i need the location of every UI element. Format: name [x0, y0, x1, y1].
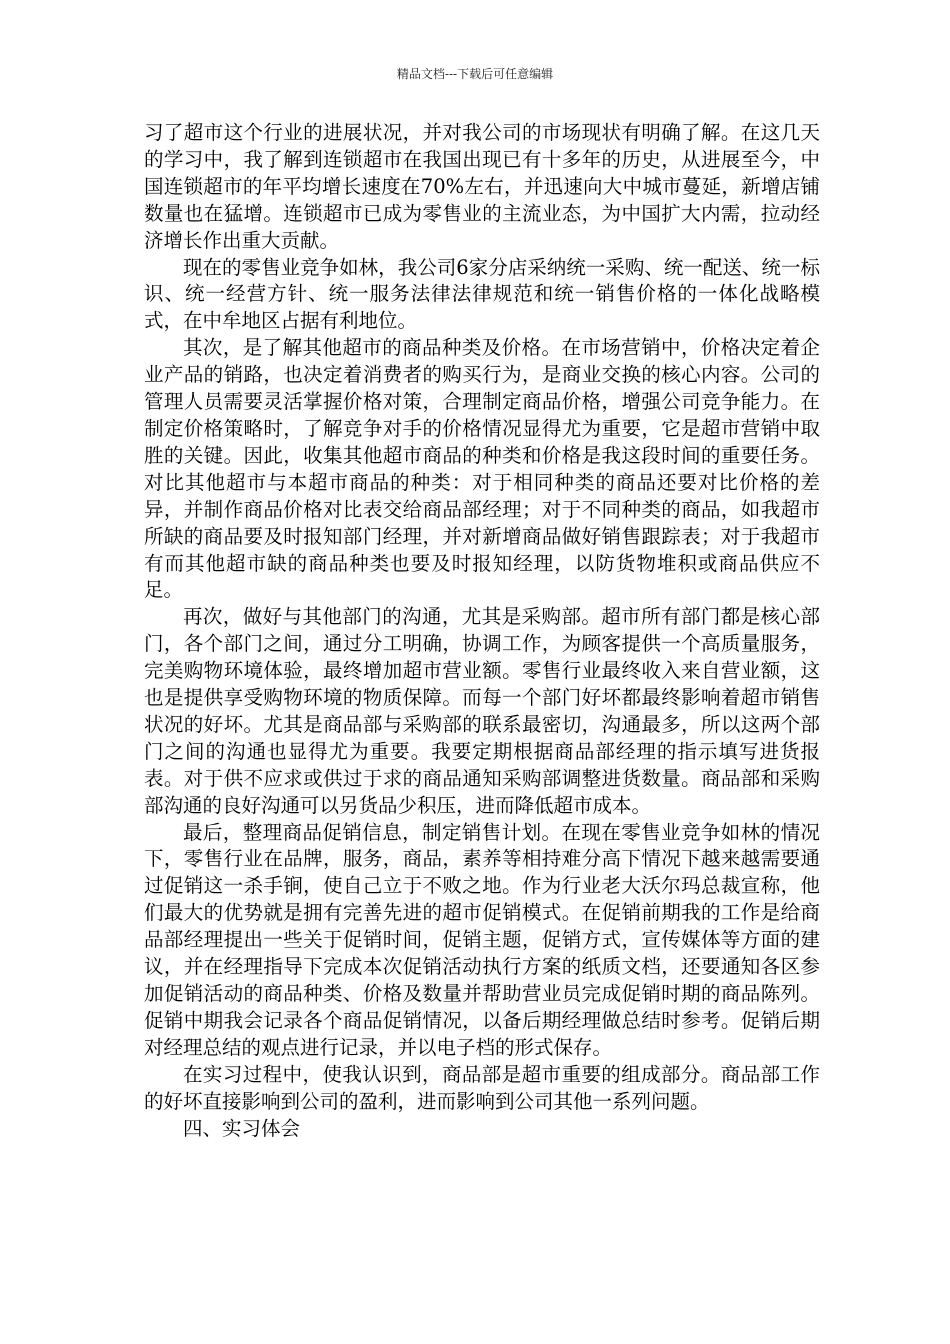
- paragraph: 最后，整理商品促销信息，制定销售计划。在现在零售业竞争如林的情况下，零售行业在品牌，服务，商品，素养等相持难分高下情况下越来越需要通过促销这一杀手锏，使自己立于不败之地。作为行业老大沃尔玛总裁宣称，他们最大的优势就是拥有完善先进的超市促销模式。在促销前期我的工作是给商品部经理提出一些关于促销时间，促销主题，促销方式，宣传媒体等方面的建议，并在经理指导下完成本次促销活动执行方案的纸质文档，还要通知各区参加促销活动的商品种类、价格及数量并帮助营业员完成促销时期的商品陈列。促销中期我会记录各个商品促销情况，以备后期经理做总结时参考。促销后期对经理总结的观点进行记录，并以电子档的形式保存。: [144, 820, 820, 1059]
- paragraph: 在实习过程中，使我认识到，商品部是超市重要的组成部分。商品部工作的好坏直接影响到公司的盈利，进而影响到公司其他一系列问题。: [144, 1062, 820, 1113]
- section-heading: 四、实习体会: [183, 1116, 301, 1140]
- document-body: [144, 120, 820, 1142]
- paragraph: 其次，是了解其他超市的商品种类及价格。在市场营销中，价格决定着企业产品的销路，也决定着消费者的购买行为，是商业交换的核心内容。公司的管理人员需要灵活掌握价格对策，合理制定商品价格，增强公司竞争能力。在制定价格策略时，了解竞争对手的价格情况显得尤为重要，它是超市营销中取胜的关键。因此，收集其他超市商品的种类和价格是我这段时间的重要任务。对比其他超市与本超市商品的种类：对于相同种类的商品还要对比价格的差异，并制作商品价格对比表交给商品部经理；对于不同种类的商品，如我超市所缺的商品要及时报知部门经理，并对新增商品做好销售跟踪表；对于我超市有而其他超市缺的商品种类也要及时报知经理，以防货物堆积或商品供应不足。: [144, 336, 820, 602]
- paragraph-continued: 习了超市这个行业的进展状况，并对我公司的市场现状有明确了解。在这几天的学习中，我了解到连锁超市在我国出现已有十多年的历史，从进展至今，中国连锁超市的年平均增长速度在70%左右，并迅速向大中城市蔓延，新增店铺数量也在猛增。连锁超市已成为零售业的主流业态，为中国扩大内需，拉动经济增长作出重大贡献。: [144, 121, 820, 252]
- paragraph: 再次，做好与其他部门的沟通，尤其是采购部。超市所有部门都是核心部门，各个部门之间，通过分工明确，协调工作，为顾客提供一个高质量服务，完美购物环境体验，最终增加超市营业额。零售行业最终收入来自营业额，这也是提供享受购物环境的物质保障。而每一个部门好坏都最终影响着超市销售状况的好坏。尤其是商品部与采购部的联系最密切，沟通最多，所以这两个部门之间的沟通也显得尤为重要。我要定期根据商品部经理的指示填写进货报表。对于供不应求或供过于求的商品通知采购部调整进货数量。商品部和采购部沟通的良好沟通可以另货品少积压，进而降低超市成本。: [144, 605, 820, 817]
- paragraph: 现在的零售业竞争如林，我公司6家分店采纳统一采购、统一配送、统一标识、统一经营方针、统一服务法律法律规范和统一销售价格的一体化战略模式，在中牟地区占据有利地位。: [144, 255, 820, 333]
- page-header: 精品文档---下载后可任意编辑: [396, 67, 554, 81]
